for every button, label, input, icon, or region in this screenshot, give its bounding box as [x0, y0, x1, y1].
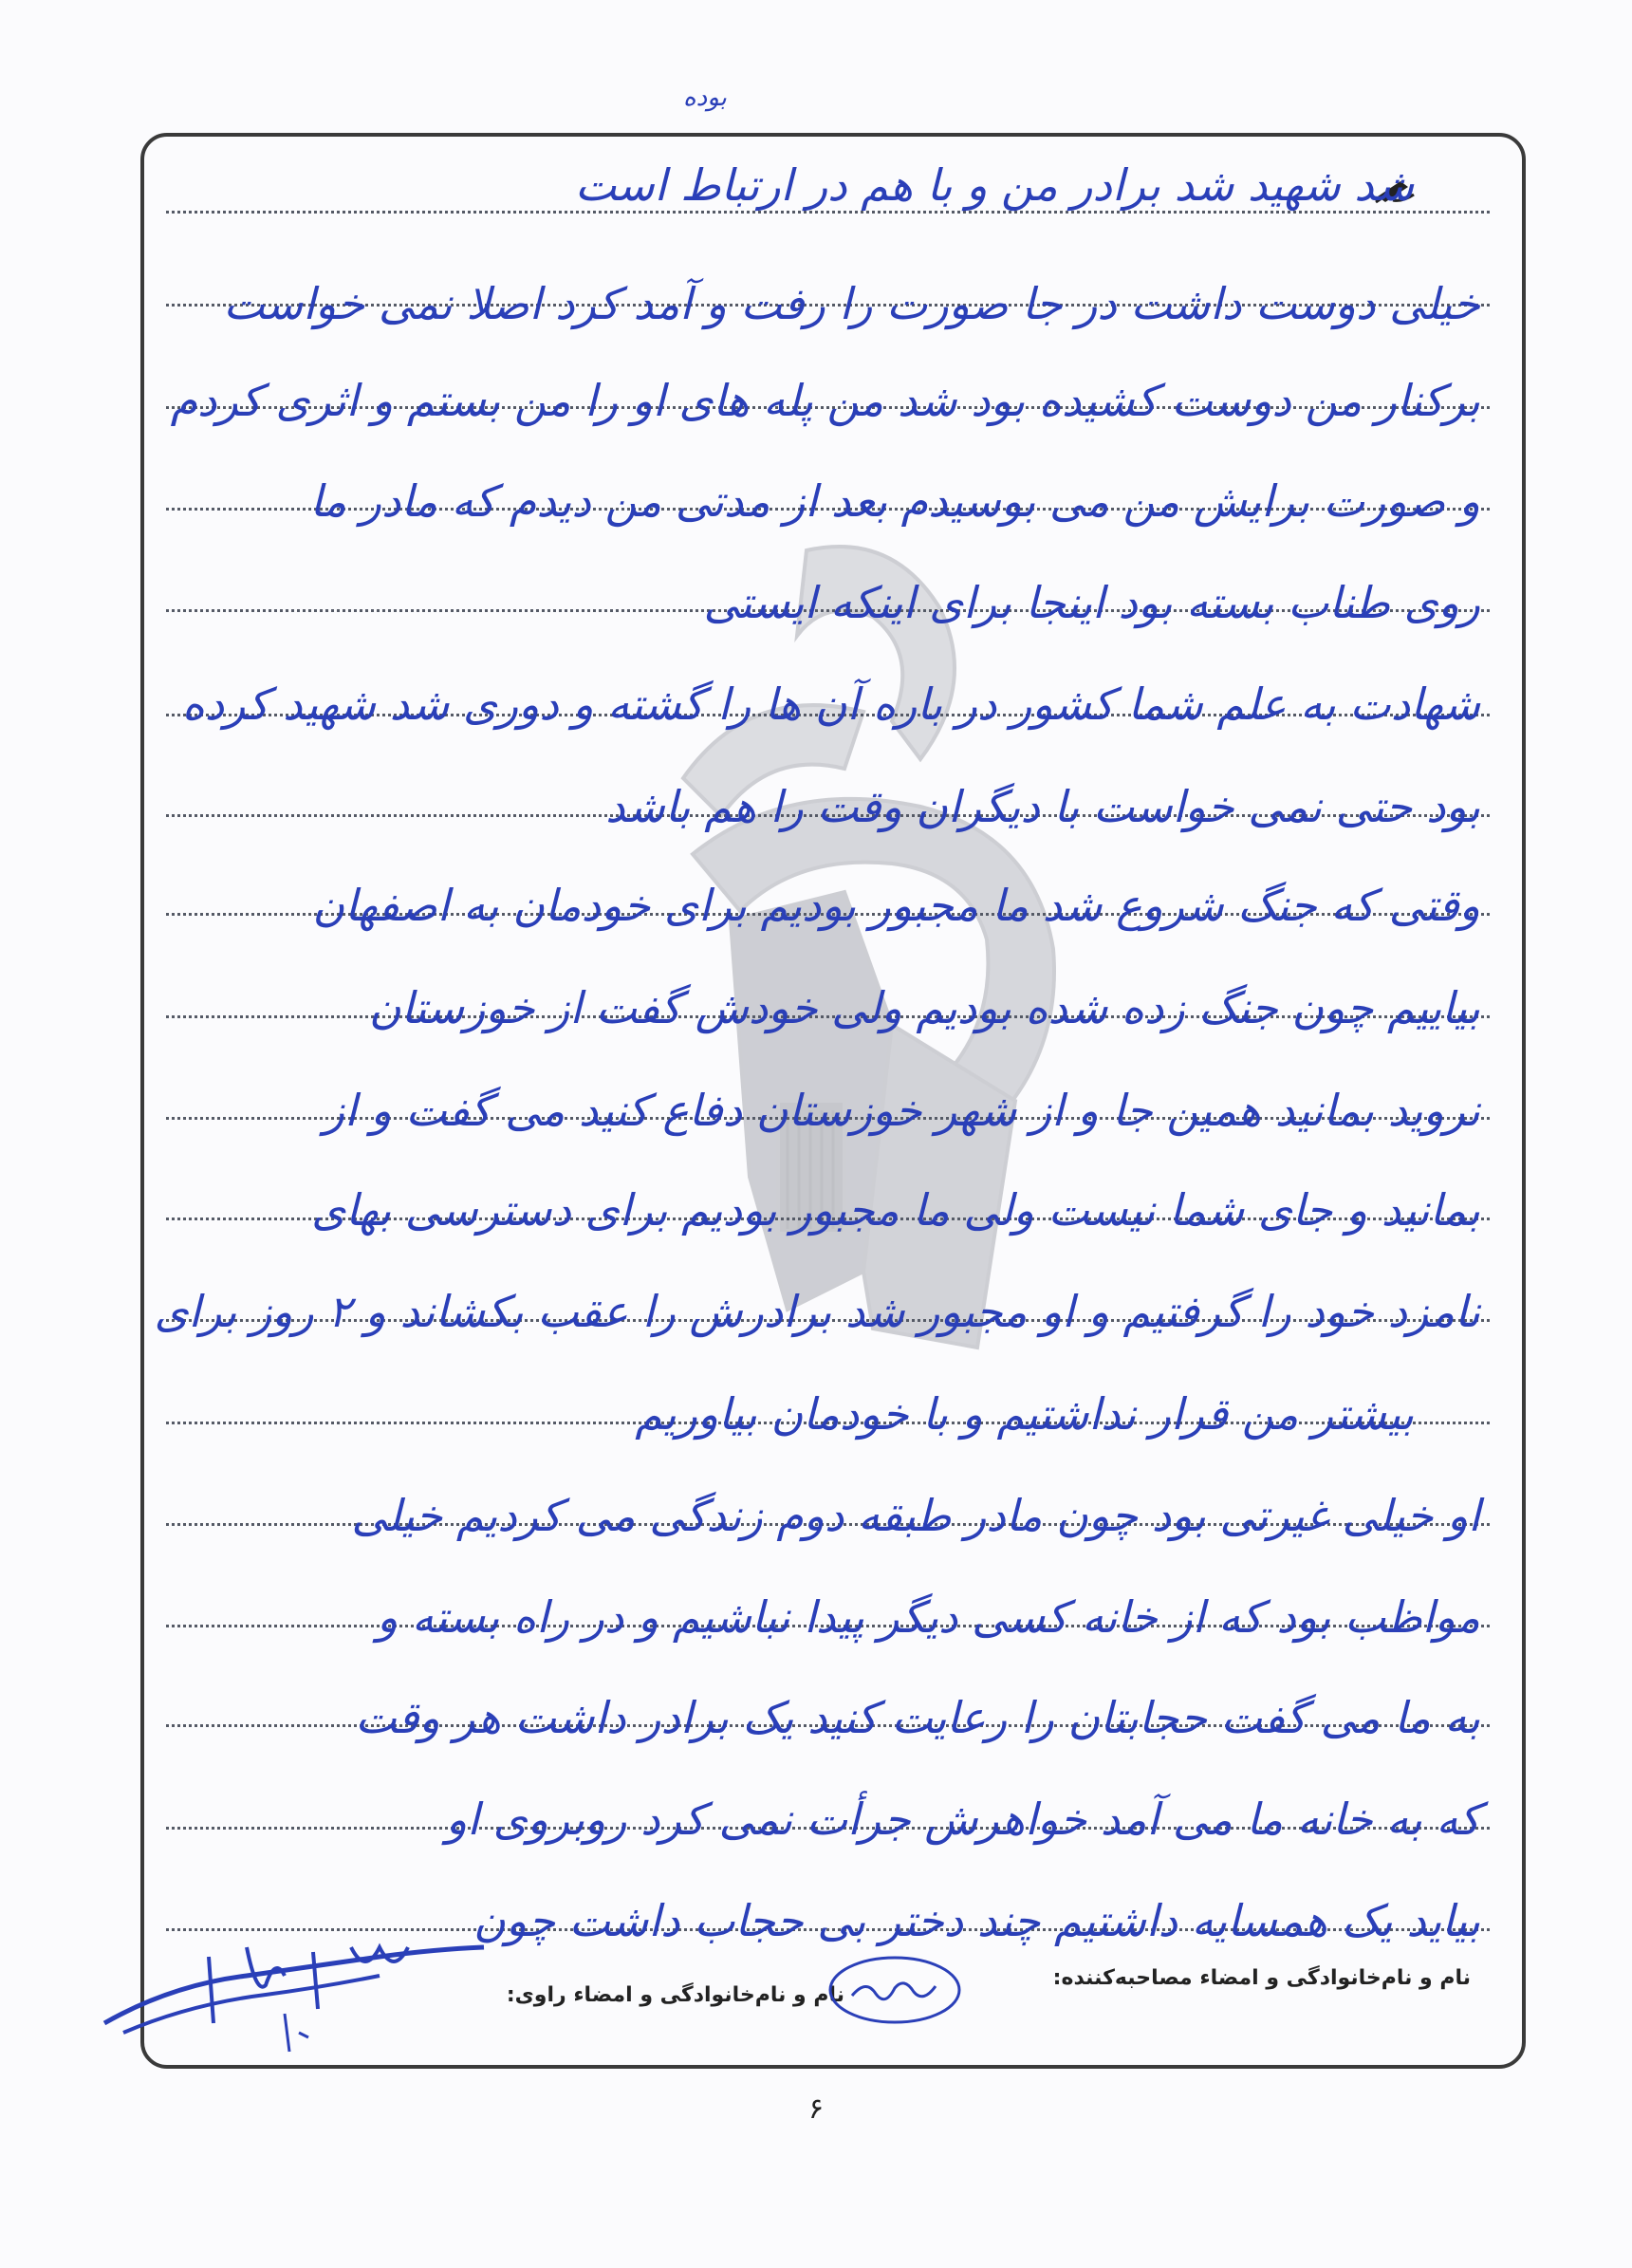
handwritten-line: و صورت برایش من می بوسیدم بعد از مدتی من دیدم که مادر ما: [309, 475, 1480, 527]
handwritten-line: خیلی دوست داشت در جا صورت را رفت و آمد کرد اصلا نمی خواست: [223, 278, 1480, 329]
handwritten-line: وقتی که جنگ شروع شد ما مجبور بودیم برای خودمان به اصفهان: [312, 880, 1480, 931]
handwritten-line: برکنار من دوست کشیده بود شد من پله های او را من بستم و اثری کردم: [170, 375, 1480, 426]
handwritten-line: بیاییم چون جنگ زده شده بودیم ولی خودش گفت از خوزستان: [368, 982, 1480, 1033]
handwritten-line: شد شهید شد برادر من و با هم در ارتباط است: [574, 159, 1414, 211]
handwritten-line: بمانید و جای شما نیست ولی ما مجبور بودیم برای دسترسی بهای: [311, 1184, 1480, 1236]
handwritten-line: بیاید یک همسایه داشتیم چند دختر بی حجاب داشت چون: [473, 1895, 1480, 1946]
interviewer-signature-label: نام و نام‌خانوادگی و امضاء مصاحبه‌کننده:: [1052, 1966, 1471, 1990]
interviewer-signature: [824, 1950, 966, 2031]
handwritten-line: نروید بمانید همین جا و از شهر خوزستان دفاع کنید می گفت و از: [323, 1085, 1480, 1136]
marginal-note: بوده: [683, 84, 727, 112]
handwritten-line: که به خانه ما می آمد خواهرش جرأت نمی کرد روبروی او: [446, 1794, 1480, 1845]
handwritten-line: بیشتر من قرار نداشتیم و با خودمان بیاوریم: [635, 1388, 1414, 1440]
narrator-signature-label: نام و نام‌خانوادگی و امضاء راوی:: [506, 1983, 844, 2007]
handwritten-line: مواظب بود که از خانه کسی دیگر پیدا نباشیم و در راه بسته و: [377, 1591, 1480, 1643]
handwritten-line: بود حتی نمی خواست با دیگران وقت را هم باشد: [605, 781, 1480, 832]
handwritten-line: شهادت به علم شما کشور در باره آن ها را گشته و دوری شد شهید کرده: [181, 679, 1480, 730]
narrator-signature: [95, 1919, 493, 2061]
page-number: ۶: [807, 2092, 825, 2126]
handwritten-line: نامزد خود را گرفتیم و او مجبور شد برادرش را عقب بکشاند و ۲ روز برای: [154, 1286, 1480, 1337]
handwritten-line: روی طناب بسته بود اینجا برای اینکه ایستی: [703, 577, 1480, 628]
handwritten-line: به ما می گفت حجابتان را رعایت کنید یک برادر داشت هر وقت: [355, 1692, 1480, 1743]
handwritten-line: او خیلی غیرتی بود چون مادر طبقه دوم زندگی می کردیم خیلی: [351, 1490, 1480, 1541]
